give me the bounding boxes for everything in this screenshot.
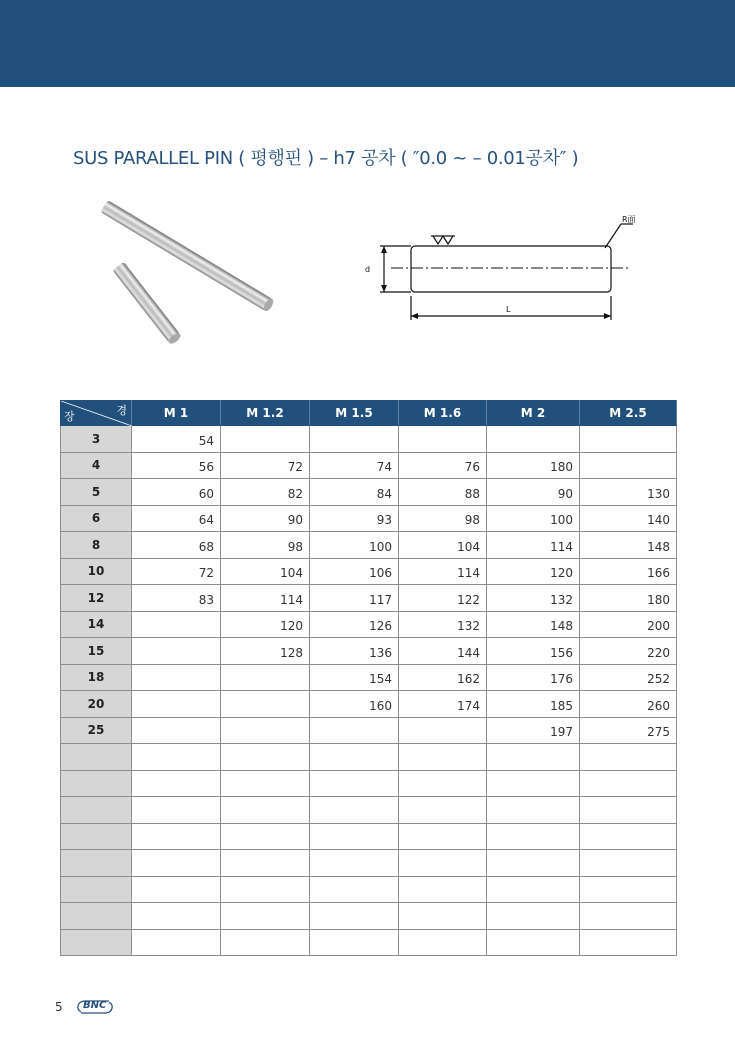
quantity-cell: 154 <box>310 664 399 691</box>
quantity-cell: 60 <box>132 479 221 506</box>
column-header: M 2 <box>487 401 580 426</box>
quantity-cell: 176 <box>487 664 580 691</box>
quantity-cell <box>487 929 580 956</box>
quantity-cell <box>310 770 399 797</box>
quantity-cell: 220 <box>580 638 677 665</box>
table-row <box>61 850 677 877</box>
quantity-cell: 100 <box>310 532 399 559</box>
bnc-logo <box>75 999 115 1015</box>
quantity-cell <box>221 717 310 744</box>
quantity-cell <box>399 717 487 744</box>
table-row <box>61 823 677 850</box>
table-row <box>61 452 677 479</box>
quantity-cell <box>580 823 677 850</box>
table-row <box>61 929 677 956</box>
quantity-cell: 64 <box>132 505 221 532</box>
quantity-cell <box>580 744 677 771</box>
table-row <box>61 876 677 903</box>
quantity-cell: 98 <box>399 505 487 532</box>
surface-label: R面 <box>622 215 636 224</box>
quantity-cell <box>310 426 399 453</box>
quantity-cell <box>310 717 399 744</box>
table-row <box>61 717 677 744</box>
quantity-cell <box>487 797 580 824</box>
quantity-cell <box>310 903 399 930</box>
quantity-cell <box>399 929 487 956</box>
quantity-cell <box>221 876 310 903</box>
quantity-cell: 100 <box>487 505 580 532</box>
quantity-cell: 136 <box>310 638 399 665</box>
row-length-cell: 4 <box>61 452 132 479</box>
row-length-cell: 20 <box>61 691 132 718</box>
quantity-cell <box>221 770 310 797</box>
quantity-cell: 72 <box>221 452 310 479</box>
quantity-cell: 130 <box>580 479 677 506</box>
quantity-cell <box>221 929 310 956</box>
quantity-cell: 90 <box>487 479 580 506</box>
row-length-cell <box>61 850 132 877</box>
table-row <box>61 744 677 771</box>
corner-cell <box>61 401 132 426</box>
quantity-cell: 275 <box>580 717 677 744</box>
quantity-cell: 74 <box>310 452 399 479</box>
quantity-cell: 132 <box>487 585 580 612</box>
quantity-cell <box>487 850 580 877</box>
row-length-cell: 25 <box>61 717 132 744</box>
quantity-cell <box>132 876 221 903</box>
table-header-row <box>61 401 677 426</box>
row-length-cell: 8 <box>61 532 132 559</box>
column-header: M 1 <box>132 401 221 426</box>
quantity-cell: 83 <box>132 585 221 612</box>
quantity-cell: 260 <box>580 691 677 718</box>
quantity-cell <box>221 744 310 771</box>
table-row <box>61 505 677 532</box>
table-row <box>61 691 677 718</box>
quantity-cell: 148 <box>580 532 677 559</box>
row-length-cell: 15 <box>61 638 132 665</box>
quantity-cell: 128 <box>221 638 310 665</box>
row-length-cell <box>61 876 132 903</box>
quantity-cell <box>221 823 310 850</box>
quantity-cell <box>580 929 677 956</box>
row-length-cell <box>61 797 132 824</box>
quantity-cell <box>580 770 677 797</box>
quantity-cell <box>580 797 677 824</box>
product-photo <box>90 190 290 350</box>
quantity-cell: 114 <box>487 532 580 559</box>
column-header: M 1.2 <box>221 401 310 426</box>
quantity-cell: 185 <box>487 691 580 718</box>
diameter-label: d <box>365 265 371 274</box>
logo-text: BNC <box>83 1000 107 1011</box>
quantity-cell: 174 <box>399 691 487 718</box>
quantity-cell: 166 <box>580 558 677 585</box>
quantity-cell: 104 <box>221 558 310 585</box>
quantity-cell <box>399 850 487 877</box>
table-row <box>61 611 677 638</box>
quantity-cell <box>580 903 677 930</box>
quantity-cell <box>580 850 677 877</box>
quantity-cell: 122 <box>399 585 487 612</box>
table-row <box>61 479 677 506</box>
quantity-cell <box>221 850 310 877</box>
row-length-cell <box>61 823 132 850</box>
quantity-cell <box>132 691 221 718</box>
quantity-cell: 106 <box>310 558 399 585</box>
table-row <box>61 638 677 665</box>
page-number: 5 <box>55 1000 63 1014</box>
quantity-cell <box>132 929 221 956</box>
quantity-cell: 132 <box>399 611 487 638</box>
quantity-cell: 84 <box>310 479 399 506</box>
table-row <box>61 664 677 691</box>
row-length-cell: 10 <box>61 558 132 585</box>
quantity-cell: 180 <box>580 585 677 612</box>
row-length-cell <box>61 929 132 956</box>
table-row <box>61 532 677 559</box>
quantity-cell: 82 <box>221 479 310 506</box>
quantity-cell <box>310 929 399 956</box>
quantity-cell: 76 <box>399 452 487 479</box>
quantity-cell <box>487 903 580 930</box>
quantity-cell <box>399 770 487 797</box>
quantity-cell <box>580 426 677 453</box>
row-length-cell <box>61 903 132 930</box>
quantity-cell: 140 <box>580 505 677 532</box>
quantity-cell <box>399 426 487 453</box>
quantity-cell <box>399 797 487 824</box>
quantity-cell: 117 <box>310 585 399 612</box>
quantity-cell <box>132 638 221 665</box>
quantity-cell <box>487 823 580 850</box>
quantity-cell: 200 <box>580 611 677 638</box>
quantity-cell <box>310 744 399 771</box>
spec-table <box>60 400 677 956</box>
column-header: M 2.5 <box>580 401 677 426</box>
quantity-cell: 72 <box>132 558 221 585</box>
quantity-cell <box>221 797 310 824</box>
length-label: L <box>506 305 511 314</box>
quantity-cell: 120 <box>221 611 310 638</box>
quantity-cell: 144 <box>399 638 487 665</box>
quantity-cell <box>399 744 487 771</box>
quantity-cell: 252 <box>580 664 677 691</box>
quantity-cell <box>580 876 677 903</box>
quantity-cell <box>487 744 580 771</box>
quantity-cell: 148 <box>487 611 580 638</box>
quantity-cell <box>132 797 221 824</box>
column-header: M 1.6 <box>399 401 487 426</box>
quantity-cell: 114 <box>221 585 310 612</box>
quantity-cell <box>580 452 677 479</box>
quantity-cell <box>399 876 487 903</box>
row-length-cell: 14 <box>61 611 132 638</box>
quantity-cell: 90 <box>221 505 310 532</box>
row-length-cell: 18 <box>61 664 132 691</box>
quantity-cell <box>221 691 310 718</box>
quantity-cell <box>399 903 487 930</box>
quantity-cell: 93 <box>310 505 399 532</box>
quantity-cell <box>221 426 310 453</box>
quantity-cell <box>132 903 221 930</box>
table-row <box>61 426 677 453</box>
corner-diameter-label: 경 <box>116 404 127 417</box>
quantity-cell: 114 <box>399 558 487 585</box>
quantity-cell: 120 <box>487 558 580 585</box>
header-band <box>0 0 735 87</box>
quantity-cell <box>310 876 399 903</box>
quantity-cell: 197 <box>487 717 580 744</box>
quantity-cell: 104 <box>399 532 487 559</box>
page-title: SUS PARALLEL PIN ( 평행핀 ) – h7 공차 ( ″0.0 ~ – 0.01공차″ ) <box>73 148 579 169</box>
table-row <box>61 903 677 930</box>
row-length-cell: 12 <box>61 585 132 612</box>
quantity-cell <box>221 664 310 691</box>
quantity-cell <box>132 850 221 877</box>
technical-drawing <box>355 210 645 325</box>
quantity-cell: 88 <box>399 479 487 506</box>
table-row <box>61 585 677 612</box>
quantity-cell: 160 <box>310 691 399 718</box>
quantity-cell <box>132 611 221 638</box>
quantity-cell <box>487 876 580 903</box>
quantity-cell <box>310 797 399 824</box>
table-row <box>61 797 677 824</box>
quantity-cell: 162 <box>399 664 487 691</box>
quantity-cell <box>132 770 221 797</box>
quantity-cell <box>132 823 221 850</box>
quantity-cell: 68 <box>132 532 221 559</box>
column-header: M 1.5 <box>310 401 399 426</box>
quantity-cell <box>487 426 580 453</box>
row-length-cell: 6 <box>61 505 132 532</box>
quantity-cell: 54 <box>132 426 221 453</box>
quantity-cell <box>132 664 221 691</box>
quantity-cell <box>310 850 399 877</box>
quantity-cell: 56 <box>132 452 221 479</box>
quantity-cell: 180 <box>487 452 580 479</box>
quantity-cell <box>132 744 221 771</box>
row-length-cell: 5 <box>61 479 132 506</box>
row-length-cell <box>61 770 132 797</box>
row-length-cell <box>61 744 132 771</box>
quantity-cell: 98 <box>221 532 310 559</box>
corner-length-label: 장 <box>64 410 75 423</box>
quantity-cell <box>399 823 487 850</box>
quantity-cell: 126 <box>310 611 399 638</box>
quantity-cell <box>221 903 310 930</box>
row-length-cell: 3 <box>61 426 132 453</box>
quantity-cell <box>487 770 580 797</box>
table-row <box>61 558 677 585</box>
table-row <box>61 770 677 797</box>
quantity-cell <box>132 717 221 744</box>
quantity-cell: 156 <box>487 638 580 665</box>
quantity-cell <box>310 823 399 850</box>
